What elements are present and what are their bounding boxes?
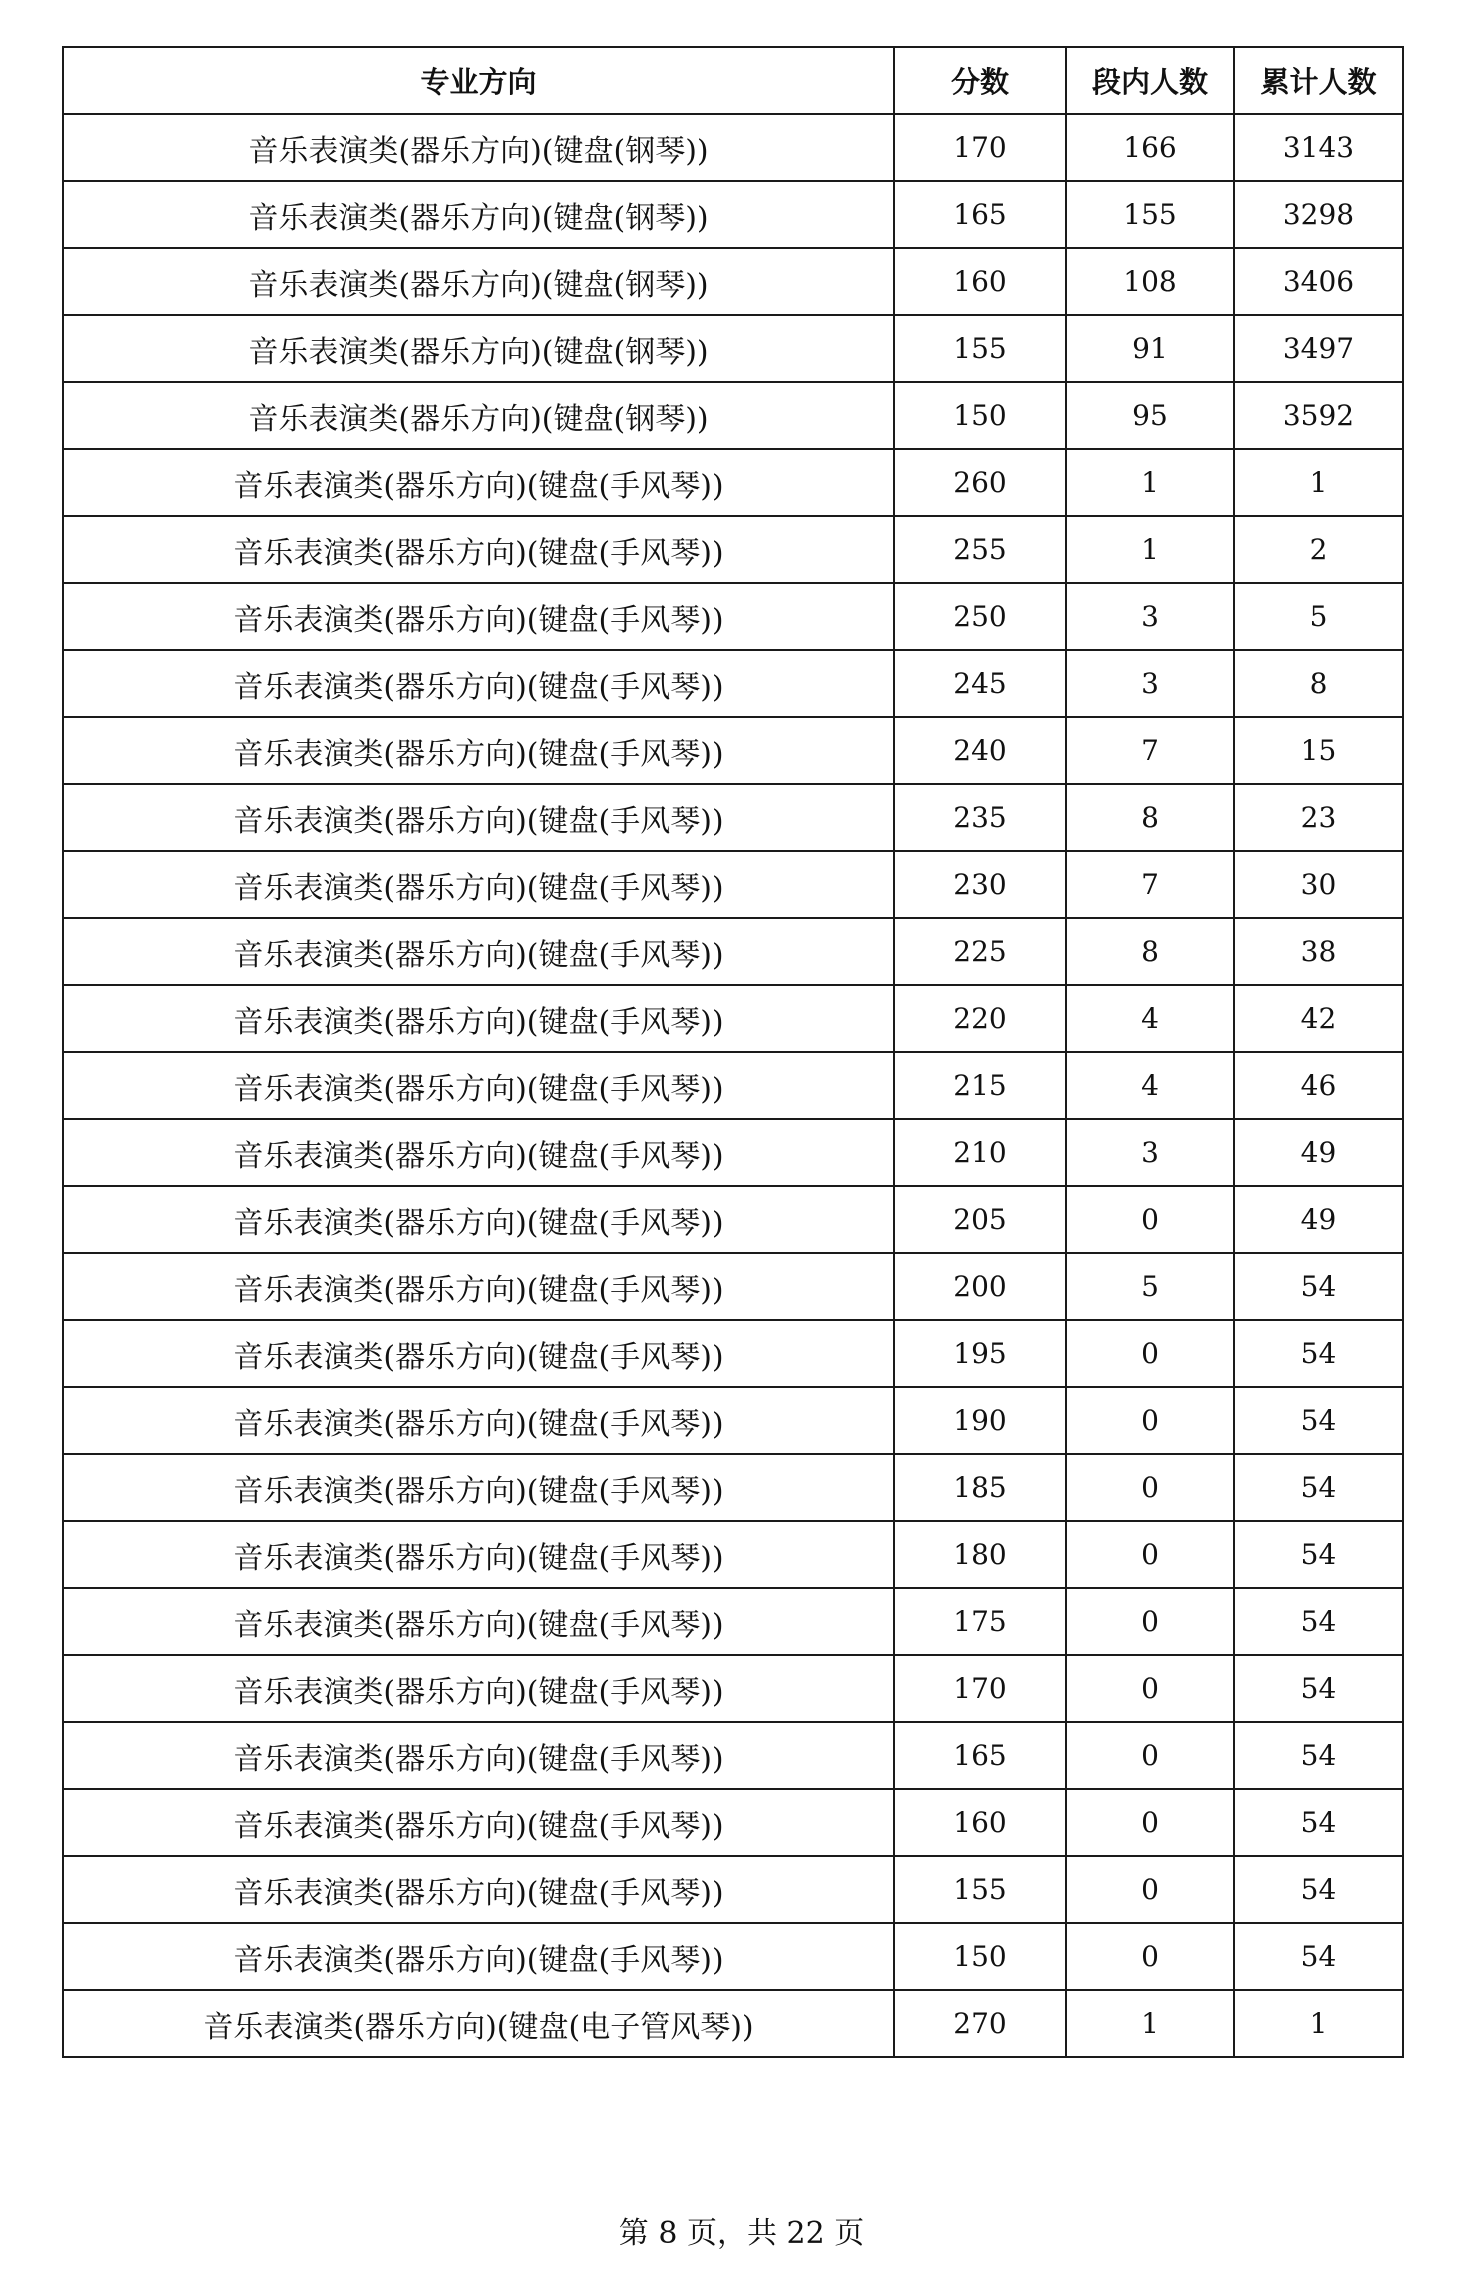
major-cell: 音乐表演类(器乐方向)(键盘(手风琴)) [63,583,894,650]
score-cell: 155 [894,1856,1066,1923]
major-cell: 音乐表演类(器乐方向)(键盘(手风琴)) [63,1923,894,1990]
segment-count-cell: 91 [1066,315,1234,382]
segment-count-cell: 7 [1066,851,1234,918]
table-header-row [63,47,1403,114]
cumulative-count-cell: 15 [1234,717,1403,784]
table-row [63,784,1403,851]
table-row [63,1186,1403,1253]
segment-count-cell: 95 [1066,382,1234,449]
score-cell: 180 [894,1521,1066,1588]
score-cell: 260 [894,449,1066,516]
major-cell: 音乐表演类(器乐方向)(键盘(钢琴)) [63,382,894,449]
score-cell: 205 [894,1186,1066,1253]
score-cell: 165 [894,181,1066,248]
segment-count-cell: 108 [1066,248,1234,315]
score-cell: 240 [894,717,1066,784]
table-row [63,382,1403,449]
score-cell: 160 [894,1789,1066,1856]
table-row [63,918,1403,985]
header-segment-count: 段内人数 [1066,47,1234,114]
cumulative-count-cell: 8 [1234,650,1403,717]
header-score: 分数 [894,47,1066,114]
cumulative-count-cell: 2 [1234,516,1403,583]
major-cell: 音乐表演类(器乐方向)(键盘(钢琴)) [63,114,894,181]
major-cell: 音乐表演类(器乐方向)(键盘(钢琴)) [63,315,894,382]
score-cell: 210 [894,1119,1066,1186]
major-cell: 音乐表演类(器乐方向)(键盘(手风琴)) [63,1320,894,1387]
score-cell: 215 [894,1052,1066,1119]
table-row [63,1119,1403,1186]
major-cell: 音乐表演类(器乐方向)(键盘(手风琴)) [63,449,894,516]
header-cumulative-count: 累计人数 [1234,47,1403,114]
cumulative-count-cell: 54 [1234,1253,1403,1320]
segment-count-cell: 166 [1066,114,1234,181]
score-cell: 165 [894,1722,1066,1789]
cumulative-count-cell: 23 [1234,784,1403,851]
cumulative-count-cell: 46 [1234,1052,1403,1119]
major-cell: 音乐表演类(器乐方向)(键盘(手风琴)) [63,1387,894,1454]
cumulative-count-cell: 54 [1234,1789,1403,1856]
table-row [63,717,1403,784]
major-cell: 音乐表演类(器乐方向)(键盘(钢琴)) [63,181,894,248]
segment-count-cell: 155 [1066,181,1234,248]
major-cell: 音乐表演类(器乐方向)(键盘(手风琴)) [63,1722,894,1789]
score-cell: 150 [894,1923,1066,1990]
score-cell: 185 [894,1454,1066,1521]
cumulative-count-cell: 3406 [1234,248,1403,315]
major-cell: 音乐表演类(器乐方向)(键盘(手风琴)) [63,1253,894,1320]
table-row [63,583,1403,650]
segment-count-cell: 0 [1066,1320,1234,1387]
score-cell: 220 [894,985,1066,1052]
major-cell: 音乐表演类(器乐方向)(键盘(手风琴)) [63,717,894,784]
table-row [63,114,1403,181]
segment-count-cell: 0 [1066,1655,1234,1722]
table-row [63,516,1403,583]
table-row [63,1387,1403,1454]
table-row [63,1856,1403,1923]
table-row [63,1052,1403,1119]
major-cell: 音乐表演类(器乐方向)(键盘(手风琴)) [63,1521,894,1588]
cumulative-count-cell: 54 [1234,1655,1403,1722]
header-major: 专业方向 [63,47,894,114]
segment-count-cell: 0 [1066,1454,1234,1521]
cumulative-count-cell: 54 [1234,1856,1403,1923]
major-cell: 音乐表演类(器乐方向)(键盘(手风琴)) [63,650,894,717]
cumulative-count-cell: 54 [1234,1588,1403,1655]
table-row [63,1320,1403,1387]
cumulative-count-cell: 3298 [1234,181,1403,248]
table-row [63,248,1403,315]
cumulative-count-cell: 54 [1234,1454,1403,1521]
segment-count-cell: 8 [1066,918,1234,985]
segment-count-cell: 0 [1066,1186,1234,1253]
table-row [63,1253,1403,1320]
cumulative-count-cell: 30 [1234,851,1403,918]
major-cell: 音乐表演类(器乐方向)(键盘(钢琴)) [63,248,894,315]
cumulative-count-cell: 3592 [1234,382,1403,449]
segment-count-cell: 0 [1066,1588,1234,1655]
cumulative-count-cell: 5 [1234,583,1403,650]
segment-count-cell: 0 [1066,1722,1234,1789]
score-cell: 250 [894,583,1066,650]
table-row [63,1454,1403,1521]
table-row [63,315,1403,382]
major-cell: 音乐表演类(器乐方向)(键盘(手风琴)) [63,1119,894,1186]
score-distribution-table [62,46,1404,2058]
table-row [63,1923,1403,1990]
major-cell: 音乐表演类(器乐方向)(键盘(手风琴)) [63,985,894,1052]
major-cell: 音乐表演类(器乐方向)(键盘(手风琴)) [63,851,894,918]
major-cell: 音乐表演类(器乐方向)(键盘(手风琴)) [63,1655,894,1722]
score-cell: 245 [894,650,1066,717]
segment-count-cell: 8 [1066,784,1234,851]
table-row [63,1722,1403,1789]
score-cell: 230 [894,851,1066,918]
cumulative-count-cell: 1 [1234,1990,1403,2057]
major-cell: 音乐表演类(器乐方向)(键盘(手风琴)) [63,784,894,851]
segment-count-cell: 3 [1066,583,1234,650]
score-cell: 155 [894,315,1066,382]
score-cell: 160 [894,248,1066,315]
segment-count-cell: 1 [1066,1990,1234,2057]
segment-count-cell: 3 [1066,650,1234,717]
table-row [63,449,1403,516]
major-cell: 音乐表演类(器乐方向)(键盘(手风琴)) [63,1856,894,1923]
major-cell: 音乐表演类(器乐方向)(键盘(电子管风琴)) [63,1990,894,2057]
segment-count-cell: 4 [1066,985,1234,1052]
cumulative-count-cell: 49 [1234,1119,1403,1186]
page-number: 第 8 页，共 22 页 [618,2216,865,2251]
segment-count-cell: 4 [1066,1052,1234,1119]
segment-count-cell: 0 [1066,1856,1234,1923]
cumulative-count-cell: 54 [1234,1923,1403,1990]
score-cell: 235 [894,784,1066,851]
segment-count-cell: 3 [1066,1119,1234,1186]
cumulative-count-cell: 54 [1234,1320,1403,1387]
cumulative-count-cell: 54 [1234,1387,1403,1454]
table-row [63,851,1403,918]
table-row [63,1588,1403,1655]
cumulative-count-cell: 3497 [1234,315,1403,382]
major-cell: 音乐表演类(器乐方向)(键盘(手风琴)) [63,516,894,583]
score-cell: 170 [894,114,1066,181]
score-cell: 170 [894,1655,1066,1722]
score-cell: 195 [894,1320,1066,1387]
segment-count-cell: 0 [1066,1387,1234,1454]
cumulative-count-cell: 54 [1234,1722,1403,1789]
major-cell: 音乐表演类(器乐方向)(键盘(手风琴)) [63,1454,894,1521]
cumulative-count-cell: 42 [1234,985,1403,1052]
cumulative-count-cell: 49 [1234,1186,1403,1253]
table-row [63,1789,1403,1856]
cumulative-count-cell: 54 [1234,1521,1403,1588]
table-row [63,650,1403,717]
segment-count-cell: 7 [1066,717,1234,784]
major-cell: 音乐表演类(器乐方向)(键盘(手风琴)) [63,1052,894,1119]
table-row [63,985,1403,1052]
segment-count-cell: 0 [1066,1923,1234,1990]
score-cell: 150 [894,382,1066,449]
cumulative-count-cell: 38 [1234,918,1403,985]
segment-count-cell: 5 [1066,1253,1234,1320]
table-row [63,1655,1403,1722]
major-cell: 音乐表演类(器乐方向)(键盘(手风琴)) [63,1186,894,1253]
score-cell: 255 [894,516,1066,583]
score-cell: 270 [894,1990,1066,2057]
score-cell: 200 [894,1253,1066,1320]
table-row [63,1990,1403,2057]
segment-count-cell: 1 [1066,449,1234,516]
table-row [63,181,1403,248]
cumulative-count-cell: 3143 [1234,114,1403,181]
major-cell: 音乐表演类(器乐方向)(键盘(手风琴)) [63,1588,894,1655]
major-cell: 音乐表演类(器乐方向)(键盘(手风琴)) [63,1789,894,1856]
table-body [63,114,1403,2057]
score-cell: 225 [894,918,1066,985]
segment-count-cell: 0 [1066,1521,1234,1588]
major-cell: 音乐表演类(器乐方向)(键盘(手风琴)) [63,918,894,985]
table-row [63,1521,1403,1588]
score-cell: 190 [894,1387,1066,1454]
score-cell: 175 [894,1588,1066,1655]
segment-count-cell: 1 [1066,516,1234,583]
segment-count-cell: 0 [1066,1789,1234,1856]
cumulative-count-cell: 1 [1234,449,1403,516]
